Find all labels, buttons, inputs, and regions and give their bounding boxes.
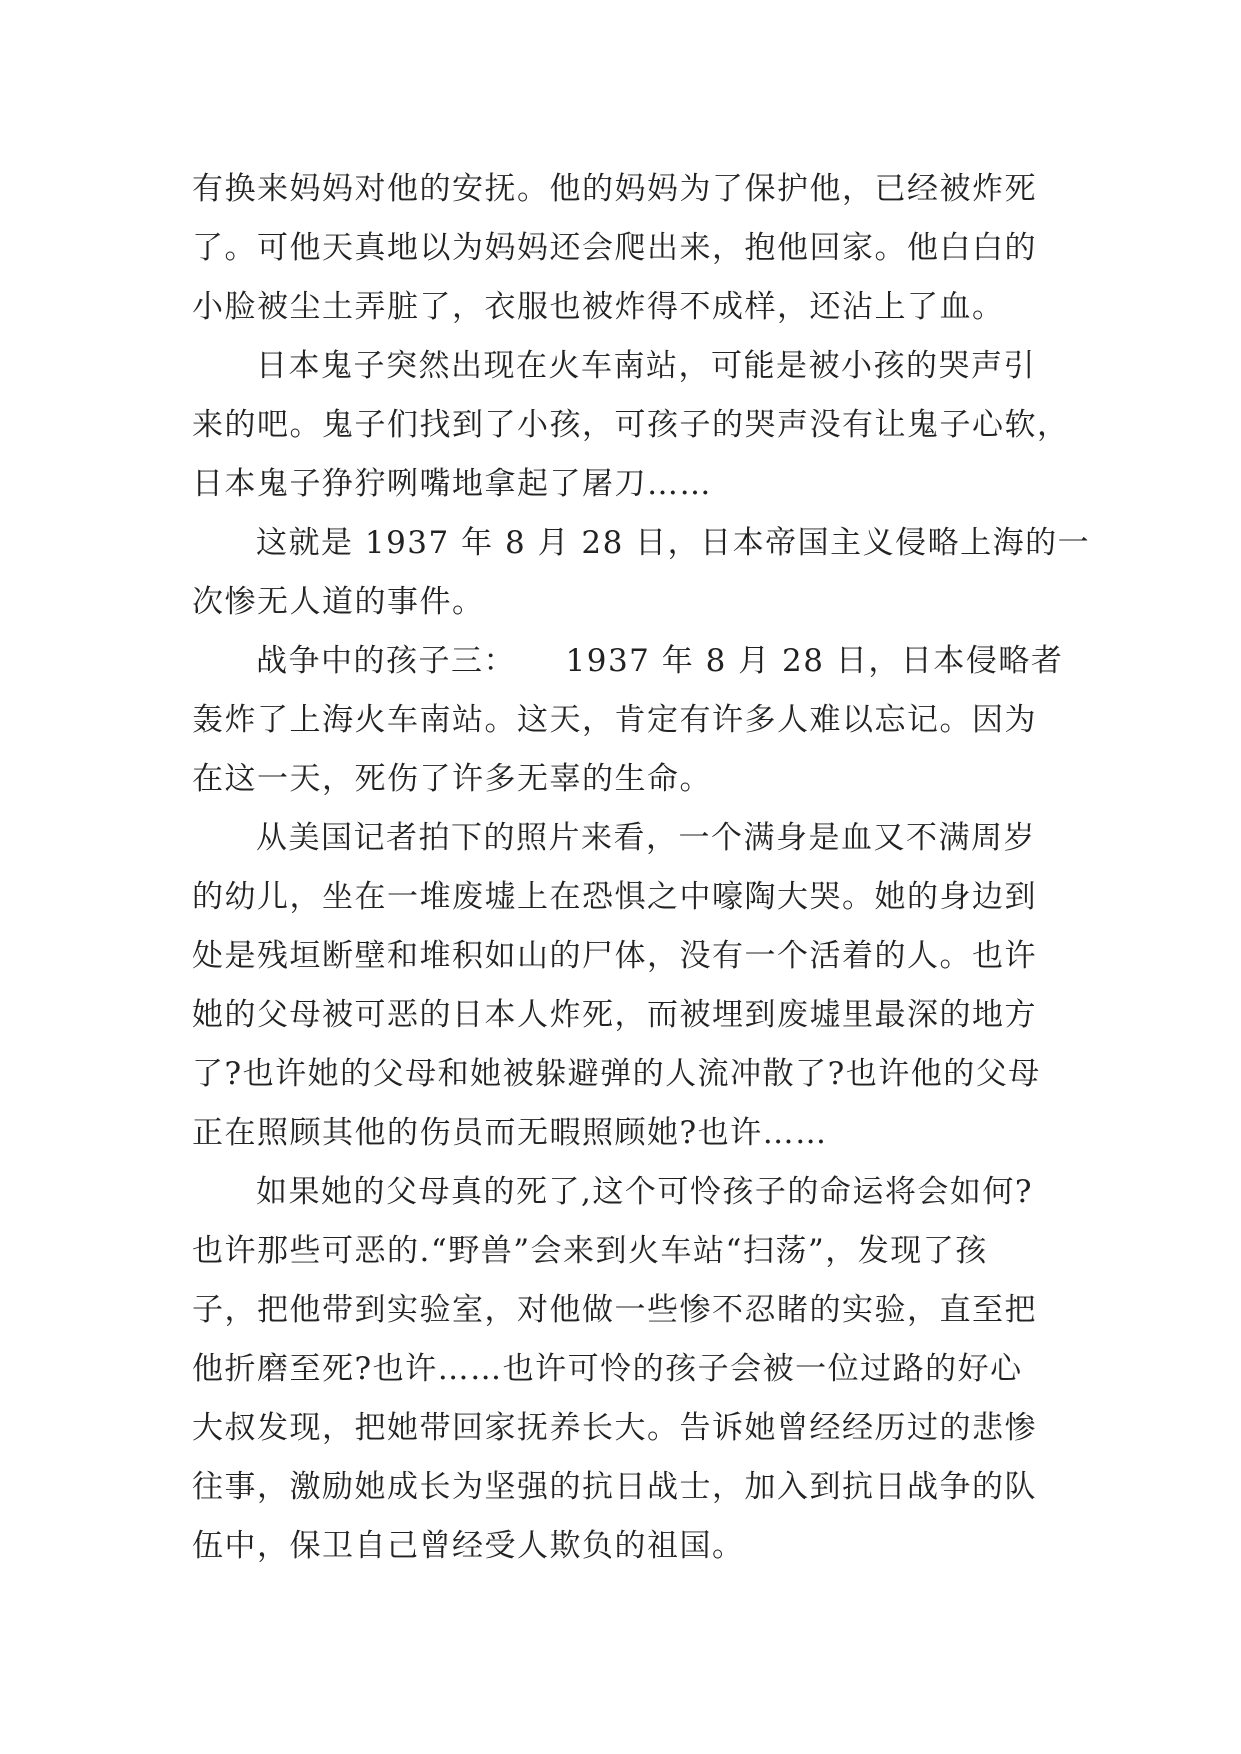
text-line: 大叔发现，把她带回家抚养长大。告诉她曾经经历过的悲惨 (192, 1410, 1037, 1446)
text-line: 从美国记者拍下的照片来看，一个满身是血又不满周岁 (256, 820, 1036, 856)
text-line: 在这一天，死伤了许多无辜的生命。 (192, 761, 712, 797)
text-line: 日本鬼子突然出现在火车南站，可能是被小孩的哭声引 (256, 348, 1036, 384)
text-line: 她的父母被可恶的日本人炸死，而被埋到废墟里最深的地方 (192, 997, 1037, 1033)
text-line: 这就是 1937 年 8 月 28 日，日本帝国主义侵略上海的一 (256, 525, 1091, 561)
text-line: 也许那些可恶的.“野兽”会来到火车站“扫荡”，发现了孩 (192, 1233, 988, 1269)
text-line: 战争中的孩子三： 1937 年 8 月 28 日，日本侵略者 (256, 643, 1064, 679)
text-line: 伍中，保卫自己曾经受人欺负的祖国。 (192, 1528, 745, 1564)
text-line: 来的吧。鬼子们找到了小孩，可孩子的哭声没有让鬼子心软， (192, 407, 1070, 443)
text-line: 往事，激励她成长为坚强的抗日战士，加入到抗日战争的队 (192, 1469, 1037, 1505)
text-line: 有换来妈妈对他的安抚。他的妈妈为了保护他，已经被炸死 (192, 171, 1037, 207)
text-line: 如果她的父母真的死了,这个可怜孩子的命运将会如何? (256, 1174, 1033, 1210)
text-line: 他折磨至死?也许……也许可怜的孩子会被一位过路的好心 (192, 1351, 1023, 1387)
text-line: 处是残垣断壁和堆积如山的尸体，没有一个活着的人。也许 (192, 938, 1037, 974)
text-line: 正在照顾其他的伤员而无暇照顾她?也许…… (192, 1115, 828, 1151)
text-line: 轰炸了上海火车南站。这天，肯定有许多人难以忘记。因为 (192, 702, 1037, 738)
text-line: 了?也许她的父母和她被躲避弹的人流冲散了?也许他的父母 (192, 1056, 1041, 1092)
text-line: 日本鬼子狰狞咧嘴地拿起了屠刀…… (192, 466, 712, 502)
text-line: 子，把他带到实验室，对他做一些惨不忍睹的实验，直至把 (192, 1292, 1037, 1328)
text-line: 次惨无人道的事件。 (192, 584, 485, 620)
text-line: 的幼儿，坐在一堆废墟上在恐惧之中嚎陶大哭。她的身边到 (192, 879, 1037, 915)
text-line: 小脸被尘土弄脏了，衣服也被炸得不成样，还沾上了血。 (192, 289, 1005, 325)
body-text (192, 160, 1091, 1576)
text-line: 了。可他天真地以为妈妈还会爬出来，抱他回家。他白白的 (192, 230, 1037, 266)
